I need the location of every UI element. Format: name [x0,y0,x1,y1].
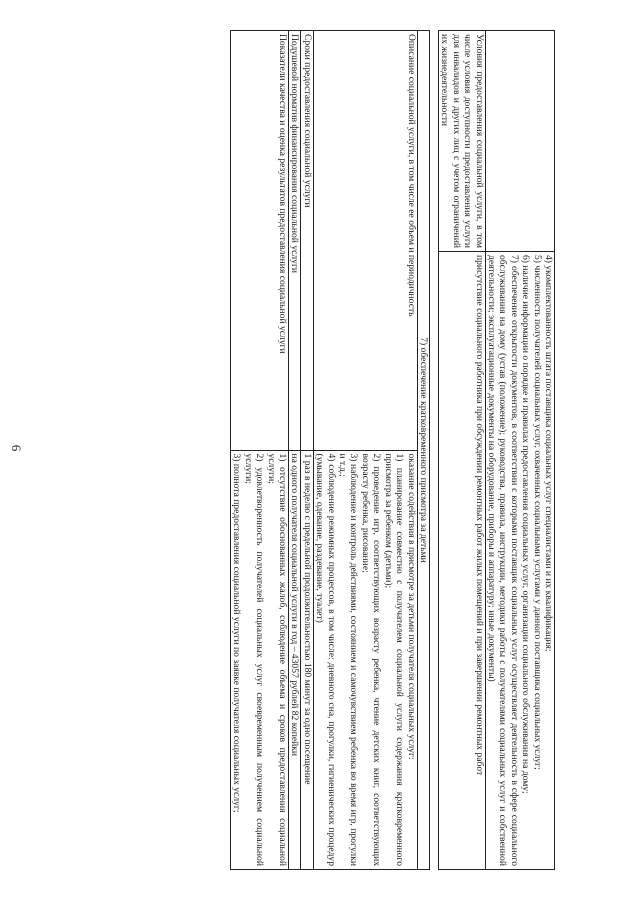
description-label: Описание социальной услуги, в том числе ее объем и периодичность [313,31,417,451]
table-row [438,31,485,870]
service-table-continuation [438,30,555,870]
description-line: 4) соблюдение режимных процессов, в том числе: дневного сна, прогулки, гигиенических процедур (умывание, одевание, раздевание, туалет) [314,453,337,866]
conditions-label: Условия предоставления социальной услуги, в том числе условия доступности предоставления услуги для инвалидов и других лиц с учетом ограничений их жизнедеятельности [438,31,485,252]
description-line: оказание содействия в присмотре за детьми получателя социальных услуг: [405,453,417,760]
quality-line: 3) полнота предоставления социальной услуги по заявке получателя социальных услуг; [231,453,243,813]
quality-label: Показатели качества и оценка результатов предоставления социальной услуги [231,31,289,451]
funding-label: Подушевой норматив финансирования социальной услуги [289,31,301,451]
criteria-cell [485,252,554,870]
conditions-value: присутствие социального работника при обсуждении ремонтных работ жилых помещений и при завершении ремонтных работ [438,252,485,870]
quality-line: 2) удовлетворенность получателей социальных услуг своевременным получением социальной услуги; [242,453,266,866]
table-row [289,31,301,870]
description-cell [313,450,417,870]
terms-label: Сроки предоставления социальной услуги [301,31,313,451]
quality-line: 1) отсутствие обоснованных жалоб, соблюдение объема и сроков предоставления социальной услуги; [265,453,289,866]
funding-value: на одного получателя социальной услуги в год – 43057 рублей 82 копейки [289,450,301,870]
service-heading: 7) обеспечение кратковременного присмотра за детьми [417,31,429,870]
rotated-page-content [210,30,555,870]
criteria-line: 7) обеспечение открытости документов, в соответствии с которыми поставщик социальных услуг осуществляет деятельность в сфере социального обслуживания на дому (устав (положение); руководства, правила, инструкции, методики работы с получателями социальных услуг и собственной деятельности; эксплуатационные документы на оборудование, приборы и аппаратуру; иные документы) [485,255,520,866]
description-line: 1) планирование совместно с получателем социальной услуги содержания кратковременного присмотра за ребенком (детьми); [382,453,406,866]
table-row [313,31,417,870]
table-row [301,31,313,870]
empty-label-cell [485,31,554,252]
criteria-line: 4) укомплектованность штата поставщика социальных услуг специалистами и их квалификация; [543,255,554,652]
table-row [485,31,554,870]
quality-cell [231,450,289,870]
table-row [231,31,289,870]
service-table [230,30,430,870]
description-line: 2) проведение игр, соответствующих возрасту ребенка, чтение детских книг, соответствующих возрасту ребенка, рисование; [359,453,383,866]
table-row [417,31,429,870]
criteria-line: 6) наличие информации о порядке и правилах предоставления социальных услуг, организации социального обслуживания на дому; [520,255,532,794]
description-line: 3) наблюдение и контроль действиями, состоянием и самочувствием ребенка во время игр, прогулки и т.д.; [337,453,360,866]
page-number: 6 [9,444,24,452]
terms-value: 1 раз в неделю с предельной продолжительностью 180 минут за одно посещение [301,450,313,870]
criteria-line: 5) численность получателей социальных услуг, охваченных социальными услугами у данного поставщика социальных услуг; [531,255,543,770]
